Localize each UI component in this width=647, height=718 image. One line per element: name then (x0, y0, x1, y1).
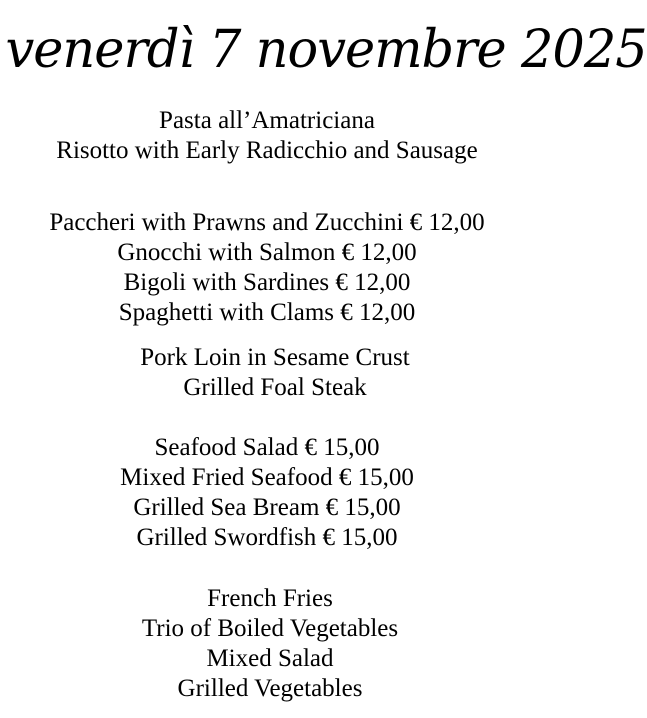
menu-section-seafood-pasta (0, 208, 539, 328)
menu-item: Grilled Foal Steak (183, 374, 367, 401)
menu-item: Seafood Salad € 15,00 (154, 434, 380, 461)
menu-item: French Fries (207, 585, 333, 612)
menu-item: Grilled Vegetables (177, 675, 363, 702)
menu-date-title: venerdì 7 novembre 2025 (5, 20, 647, 80)
menu-item: Gnocchi with Salmon € 12,00 (117, 239, 417, 266)
menu-item: Spaghetti with Clams € 12,00 (118, 299, 416, 326)
menu-item: Pork Loin in Sesame Crust (140, 344, 410, 371)
menu-section-seafood-courses (0, 433, 539, 553)
menu-item: Mixed Fried Seafood € 15,00 (120, 464, 414, 491)
menu-section-side-dishes (0, 584, 542, 704)
menu-item: Pasta all’Amatriciana (159, 107, 375, 134)
menu-item: Paccheri with Prawns and Zucchini € 12,00 (49, 209, 485, 236)
menu-item: Trio of Boiled Vegetables (141, 615, 399, 642)
menu-item: Mixed Salad (206, 645, 334, 672)
menu-section-meat-courses (3, 343, 547, 403)
menu-section-first-courses (0, 106, 539, 166)
menu-item: Bigoli with Sardines € 12,00 (123, 269, 411, 296)
menu-item: Grilled Sea Bream € 15,00 (133, 494, 401, 521)
menu-item: Grilled Swordfish € 15,00 (136, 524, 398, 551)
menu-item: Risotto with Early Radicchio and Sausage (56, 137, 478, 164)
